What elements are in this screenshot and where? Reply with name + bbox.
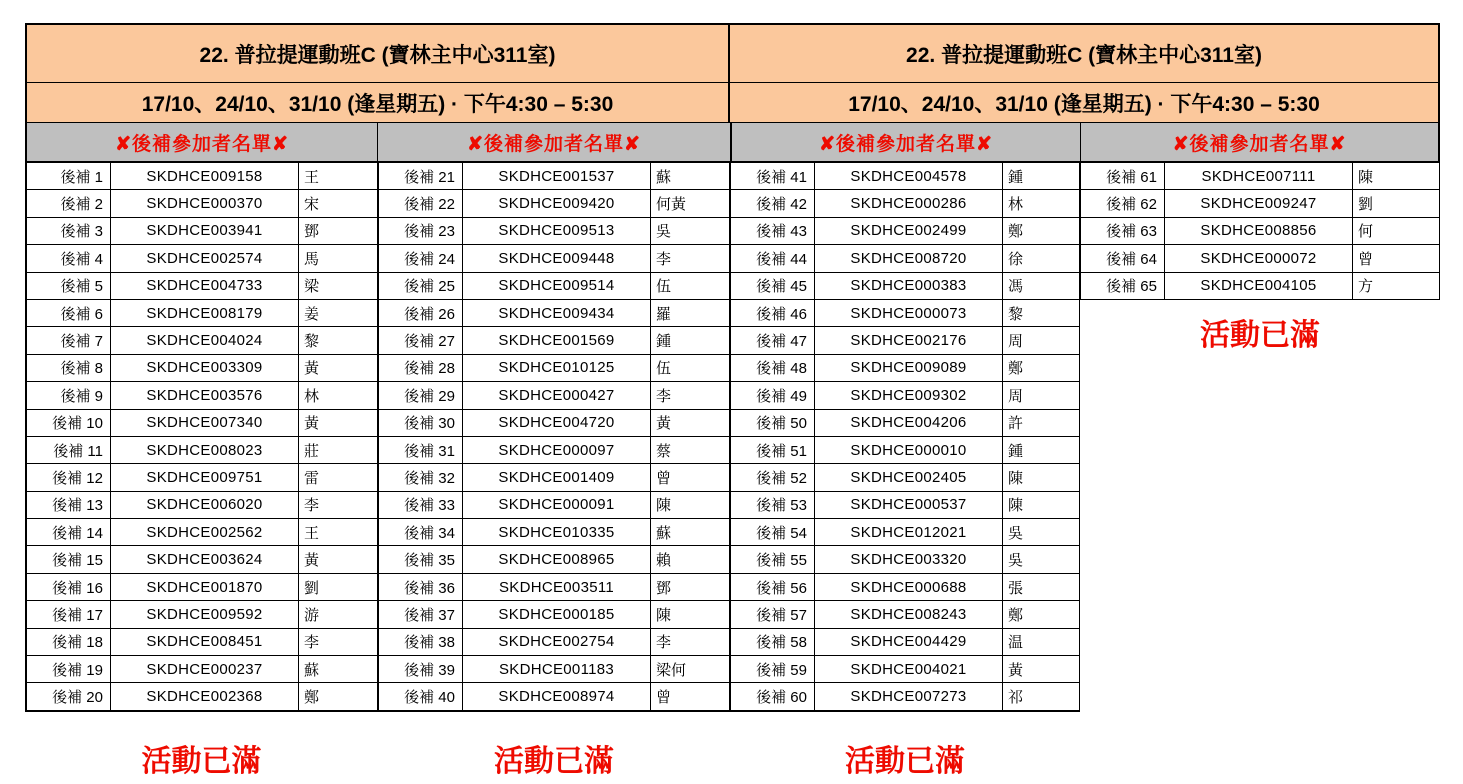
- waitlist-row: [731, 656, 1080, 683]
- waitlist-row: [379, 656, 730, 683]
- member-id-cell: SKDHCE008965: [463, 546, 651, 573]
- waitlist-group-3: [730, 162, 1080, 712]
- member-id-cell: SKDHCE009514: [463, 272, 651, 299]
- rank-cell: 後補 3: [27, 217, 111, 244]
- waitlist-row: [731, 163, 1080, 190]
- waitlist-row: [27, 683, 378, 710]
- waitlist-row: [379, 272, 730, 299]
- surname-cell: 梁: [299, 272, 378, 299]
- waitlist-header: ✘後補參加者名單✘: [115, 133, 289, 155]
- member-id-cell: SKDHCE008179: [111, 299, 299, 326]
- member-id-cell: SKDHCE002562: [111, 519, 299, 546]
- member-id-cell: SKDHCE009751: [111, 464, 299, 491]
- waitlist-row: [27, 245, 378, 272]
- surname-cell: 鍾: [1003, 436, 1080, 463]
- member-id-cell: SKDHCE012021: [815, 519, 1003, 546]
- rank-cell: 後補 43: [731, 217, 815, 244]
- schedule-row: [27, 83, 1438, 123]
- surname-cell: 陳: [651, 601, 730, 628]
- member-id-cell: SKDHCE009420: [463, 190, 651, 217]
- member-id-cell: SKDHCE001537: [463, 163, 651, 190]
- waitlist-header-row: [27, 123, 1438, 162]
- rank-cell: 後補 7: [27, 327, 111, 354]
- rank-cell: 後補 14: [27, 519, 111, 546]
- rank-cell: 後補 51: [731, 436, 815, 463]
- schedule-text: 17/10、24/10、31/10 (逢星期五) · 下午4:30 – 5:30: [27, 83, 730, 122]
- member-id-cell: SKDHCE002754: [463, 628, 651, 655]
- member-id-cell: SKDHCE008856: [1165, 217, 1353, 244]
- waitlist-row: [731, 436, 1080, 463]
- surname-cell: 莊: [299, 436, 378, 463]
- surname-cell: 鍾: [651, 327, 730, 354]
- surname-cell: 温: [1003, 628, 1080, 655]
- surname-cell: 梁何: [651, 656, 730, 683]
- surname-cell: 鄭: [299, 683, 378, 710]
- rank-cell: 後補 17: [27, 601, 111, 628]
- member-id-cell: SKDHCE000537: [815, 491, 1003, 518]
- rank-cell: 後補 27: [379, 327, 463, 354]
- waitlist-row: [731, 546, 1080, 573]
- surname-cell: 鄭: [1003, 601, 1080, 628]
- surname-cell: 曾: [651, 683, 730, 710]
- waitlist-group-1: [25, 162, 378, 712]
- member-id-cell: SKDHCE000010: [815, 436, 1003, 463]
- waitlist-header: ✘後補參加者名單✘: [730, 123, 1080, 161]
- waitlist-row: [27, 519, 378, 546]
- surname-cell: 劉: [1353, 190, 1440, 217]
- rank-cell: 後補 2: [27, 190, 111, 217]
- waitlist-row: [27, 354, 378, 381]
- rank-cell: 後補 28: [379, 354, 463, 381]
- waitlist-row: [27, 409, 378, 436]
- rank-cell: 後補 54: [731, 519, 815, 546]
- rank-cell: 後補 18: [27, 628, 111, 655]
- member-id-cell: SKDHCE008243: [815, 601, 1003, 628]
- member-id-cell: SKDHCE004021: [815, 656, 1003, 683]
- rank-cell: 後補 26: [379, 299, 463, 326]
- surname-cell: 何: [1353, 217, 1440, 244]
- waitlist-row: [27, 656, 378, 683]
- waitlist-header: ✘後補參加者名單✘: [1080, 123, 1438, 161]
- waitlist-row: [379, 245, 730, 272]
- waitlist-row: [27, 628, 378, 655]
- surname-cell: 鄧: [651, 573, 730, 600]
- rank-cell: 後補 29: [379, 382, 463, 409]
- waitlist-group-4: [1080, 162, 1440, 354]
- member-id-cell: SKDHCE000097: [463, 436, 651, 463]
- surname-cell: 游: [299, 601, 378, 628]
- surname-cell: 陳: [651, 491, 730, 518]
- waitlist-table-2: [378, 162, 730, 711]
- member-id-cell: SKDHCE000427: [463, 382, 651, 409]
- rank-cell: 後補 56: [731, 573, 815, 600]
- waitlist-row: [379, 409, 730, 436]
- waitlist-table-1: [26, 162, 378, 711]
- waitlist-row: [379, 217, 730, 244]
- rank-cell: 後補 60: [731, 683, 815, 710]
- member-id-cell: SKDHCE000185: [463, 601, 651, 628]
- waitlist-row: [731, 217, 1080, 244]
- surname-cell: 蔡: [651, 436, 730, 463]
- surname-cell: 鄭: [1003, 354, 1080, 381]
- waitlist-row: [379, 464, 730, 491]
- rank-cell: 後補 49: [731, 382, 815, 409]
- member-id-cell: SKDHCE000073: [815, 299, 1003, 326]
- waitlist-row: [27, 217, 378, 244]
- surname-cell: 曾: [1353, 245, 1440, 272]
- rank-cell: 後補 12: [27, 464, 111, 491]
- rank-cell: 後補 23: [379, 217, 463, 244]
- waitlist-row: [731, 464, 1080, 491]
- surname-cell: 祁: [1003, 683, 1080, 710]
- waitlist-row: [379, 491, 730, 518]
- waitlist-row: [731, 190, 1080, 217]
- waitlist-table-4: [1080, 162, 1440, 300]
- activity-full-notice: 活動已滿: [494, 745, 614, 778]
- waitlist-table-3: [730, 162, 1080, 711]
- waitlist-row: [379, 628, 730, 655]
- rank-cell: 後補 32: [379, 464, 463, 491]
- activity-full-notice: 活動已滿: [845, 745, 965, 778]
- waitlist-row: [731, 382, 1080, 409]
- rank-cell: 後補 52: [731, 464, 815, 491]
- rank-cell: 後補 53: [731, 491, 815, 518]
- member-id-cell: SKDHCE001569: [463, 327, 651, 354]
- waitlist-row: [27, 382, 378, 409]
- waitlist-row: [731, 245, 1080, 272]
- rank-cell: 後補 31: [379, 436, 463, 463]
- rank-cell: 後補 15: [27, 546, 111, 573]
- waitlist-row: [379, 354, 730, 381]
- surname-cell: 伍: [651, 354, 730, 381]
- member-id-cell: SKDHCE009513: [463, 217, 651, 244]
- rank-cell: 後補 38: [379, 628, 463, 655]
- waitlist-row: [27, 546, 378, 573]
- rank-cell: 後補 25: [379, 272, 463, 299]
- rank-cell: 後補 63: [1081, 217, 1165, 244]
- member-id-cell: SKDHCE003511: [463, 573, 651, 600]
- activity-full-notice: 活動已滿: [141, 745, 262, 778]
- member-id-cell: SKDHCE009089: [815, 354, 1003, 381]
- member-id-cell: SKDHCE004206: [815, 409, 1003, 436]
- waitlist-row: [731, 628, 1080, 655]
- surname-cell: 蘇: [651, 163, 730, 190]
- waitlist-row: [379, 683, 730, 710]
- member-id-cell: SKDHCE003941: [111, 217, 299, 244]
- member-id-cell: SKDHCE000370: [111, 190, 299, 217]
- rank-cell: 後補 57: [731, 601, 815, 628]
- waitlist-header: ✘後補參加者名單✘: [377, 123, 730, 161]
- member-id-cell: SKDHCE004578: [815, 163, 1003, 190]
- member-id-cell: SKDHCE004429: [815, 628, 1003, 655]
- rank-cell: 後補 45: [731, 272, 815, 299]
- member-id-cell: SKDHCE000072: [1165, 245, 1353, 272]
- surname-cell: 曾: [651, 464, 730, 491]
- class-title-row: [27, 25, 1438, 83]
- waitlist-row: [1081, 272, 1440, 299]
- surname-cell: 姜: [299, 299, 378, 326]
- surname-cell: 王: [299, 519, 378, 546]
- rank-cell: 後補 55: [731, 546, 815, 573]
- rank-cell: 後補 48: [731, 354, 815, 381]
- rank-cell: 後補 59: [731, 656, 815, 683]
- surname-cell: 徐: [1003, 245, 1080, 272]
- waitlist-row: [731, 354, 1080, 381]
- rank-cell: 後補 10: [27, 409, 111, 436]
- rank-cell: 後補 47: [731, 327, 815, 354]
- member-id-cell: SKDHCE004720: [463, 409, 651, 436]
- surname-cell: 黃: [651, 409, 730, 436]
- surname-cell: 吳: [1003, 546, 1080, 573]
- class-title: 22. 普拉提運動班C (寶林主中心311室): [906, 43, 1262, 67]
- schedule-text: 17/10、24/10、31/10 (逢星期五) · 下午4:30 – 5:30: [848, 92, 1320, 116]
- waitlist-row: [731, 299, 1080, 326]
- rank-cell: 後補 16: [27, 573, 111, 600]
- surname-cell: 鄭: [1003, 217, 1080, 244]
- member-id-cell: SKDHCE000383: [815, 272, 1003, 299]
- waitlist-row: [379, 573, 730, 600]
- surname-cell: 李: [299, 628, 378, 655]
- surname-cell: 黃: [299, 354, 378, 381]
- rank-cell: 後補 5: [27, 272, 111, 299]
- surname-cell: 吳: [1003, 519, 1080, 546]
- rank-cell: 後補 34: [379, 519, 463, 546]
- member-id-cell: SKDHCE003309: [111, 354, 299, 381]
- rank-cell: 後補 8: [27, 354, 111, 381]
- surname-cell: 許: [1003, 409, 1080, 436]
- surname-cell: 陳: [1353, 163, 1440, 190]
- surname-cell: 陳: [1003, 491, 1080, 518]
- waitlist-row: [27, 163, 378, 190]
- bottom-notices: [25, 736, 1440, 780]
- member-id-cell: SKDHCE006020: [111, 491, 299, 518]
- member-id-cell: SKDHCE002368: [111, 683, 299, 710]
- rank-cell: 後補 58: [731, 628, 815, 655]
- rank-cell: 後補 20: [27, 683, 111, 710]
- rank-cell: 後補 39: [379, 656, 463, 683]
- waitlist-row: [27, 299, 378, 326]
- rank-cell: 後補 24: [379, 245, 463, 272]
- member-id-cell: SKDHCE000091: [463, 491, 651, 518]
- surname-cell: 羅: [651, 299, 730, 326]
- rank-cell: 後補 9: [27, 382, 111, 409]
- rank-cell: 後補 36: [379, 573, 463, 600]
- class-title: 22. 普拉提運動班C (寶林主中心311室): [27, 25, 730, 82]
- member-id-cell: SKDHCE007111: [1165, 163, 1353, 190]
- surname-cell: 雷: [299, 464, 378, 491]
- rank-cell: 後補 44: [731, 245, 815, 272]
- waitlist-body: [25, 162, 1440, 712]
- surname-cell: 李: [651, 382, 730, 409]
- waitlist-row: [379, 299, 730, 326]
- rank-cell: 後補 22: [379, 190, 463, 217]
- waitlist-row: [731, 683, 1080, 710]
- member-id-cell: SKDHCE009448: [463, 245, 651, 272]
- waitlist-row: [27, 601, 378, 628]
- member-id-cell: SKDHCE010125: [463, 354, 651, 381]
- rank-cell: 後補 61: [1081, 163, 1165, 190]
- waitlist-row: [27, 327, 378, 354]
- surname-cell: 馮: [1003, 272, 1080, 299]
- waitlist-row: [731, 573, 1080, 600]
- rank-cell: 後補 6: [27, 299, 111, 326]
- rank-cell: 後補 19: [27, 656, 111, 683]
- member-id-cell: SKDHCE000688: [815, 573, 1003, 600]
- rank-cell: 後補 64: [1081, 245, 1165, 272]
- activity-full-notice: 活動已滿: [1200, 318, 1320, 352]
- waitlist-row: [379, 546, 730, 573]
- surname-cell: 何黃: [651, 190, 730, 217]
- member-id-cell: SKDHCE004733: [111, 272, 299, 299]
- waitlist-row: [1081, 190, 1440, 217]
- surname-cell: 馬: [299, 245, 378, 272]
- member-id-cell: SKDHCE009434: [463, 299, 651, 326]
- waitlist-row: [379, 436, 730, 463]
- rank-cell: 後補 46: [731, 299, 815, 326]
- member-id-cell: SKDHCE009302: [815, 382, 1003, 409]
- waitlist-row: [27, 464, 378, 491]
- member-id-cell: SKDHCE002499: [815, 217, 1003, 244]
- waitlist-row: [731, 491, 1080, 518]
- surname-cell: 黃: [299, 546, 378, 573]
- member-id-cell: SKDHCE008720: [815, 245, 1003, 272]
- surname-cell: 蘇: [299, 656, 378, 683]
- surname-cell: 陳: [1003, 464, 1080, 491]
- rank-cell: 後補 13: [27, 491, 111, 518]
- waitlist-row: [27, 190, 378, 217]
- surname-cell: 張: [1003, 573, 1080, 600]
- surname-cell: 王: [299, 163, 378, 190]
- waitlist-row: [379, 327, 730, 354]
- rank-cell: 後補 62: [1081, 190, 1165, 217]
- surname-cell: 周: [1003, 327, 1080, 354]
- surname-cell: 方: [1353, 272, 1440, 299]
- surname-cell: 黃: [299, 409, 378, 436]
- rank-cell: 後補 4: [27, 245, 111, 272]
- waitlist-row: [731, 519, 1080, 546]
- waitlist-row: [731, 601, 1080, 628]
- waitlist-row: [731, 409, 1080, 436]
- rank-cell: 後補 21: [379, 163, 463, 190]
- surname-cell: 李: [651, 628, 730, 655]
- rank-cell: 後補 50: [731, 409, 815, 436]
- waitlist-row: [27, 573, 378, 600]
- rank-cell: 後補 65: [1081, 272, 1165, 299]
- surname-cell: 劉: [299, 573, 378, 600]
- surname-cell: 周: [1003, 382, 1080, 409]
- surname-cell: 李: [651, 245, 730, 272]
- rank-cell: 後補 42: [731, 190, 815, 217]
- member-id-cell: SKDHCE008974: [463, 683, 651, 710]
- rank-cell: 後補 40: [379, 683, 463, 710]
- member-id-cell: SKDHCE003624: [111, 546, 299, 573]
- rank-cell: 後補 11: [27, 436, 111, 463]
- rank-cell: 後補 30: [379, 409, 463, 436]
- member-id-cell: SKDHCE007273: [815, 683, 1003, 710]
- waitlist-row: [379, 519, 730, 546]
- member-id-cell: SKDHCE007340: [111, 409, 299, 436]
- waitlist-row: [731, 272, 1080, 299]
- waitlist-row: [731, 327, 1080, 354]
- member-id-cell: SKDHCE003320: [815, 546, 1003, 573]
- waitlist-row: [1081, 163, 1440, 190]
- waitlist-row: [1081, 245, 1440, 272]
- waitlist-row: [27, 491, 378, 518]
- member-id-cell: SKDHCE003576: [111, 382, 299, 409]
- waitlist-group-2: [378, 162, 730, 712]
- rank-cell: 後補 37: [379, 601, 463, 628]
- rank-cell: 後補 41: [731, 163, 815, 190]
- surname-cell: 林: [299, 382, 378, 409]
- member-id-cell: SKDHCE008023: [111, 436, 299, 463]
- surname-cell: 鍾: [1003, 163, 1080, 190]
- surname-cell: 黃: [1003, 656, 1080, 683]
- waitlist-row: [379, 190, 730, 217]
- surname-cell: 黎: [1003, 299, 1080, 326]
- member-id-cell: SKDHCE004105: [1165, 272, 1353, 299]
- waitlist-row: [379, 163, 730, 190]
- member-id-cell: SKDHCE004024: [111, 327, 299, 354]
- waitlist-row: [1081, 217, 1440, 244]
- table-header: [25, 23, 1440, 162]
- rank-cell: 後補 33: [379, 491, 463, 518]
- member-id-cell: SKDHCE000237: [111, 656, 299, 683]
- member-id-cell: SKDHCE010335: [463, 519, 651, 546]
- member-id-cell: SKDHCE009158: [111, 163, 299, 190]
- surname-cell: 蘇: [651, 519, 730, 546]
- member-id-cell: SKDHCE001183: [463, 656, 651, 683]
- member-id-cell: SKDHCE009592: [111, 601, 299, 628]
- surname-cell: 吳: [651, 217, 730, 244]
- member-id-cell: SKDHCE002405: [815, 464, 1003, 491]
- surname-cell: 李: [299, 491, 378, 518]
- surname-cell: 鄧: [299, 217, 378, 244]
- surname-cell: 黎: [299, 327, 378, 354]
- member-id-cell: SKDHCE001870: [111, 573, 299, 600]
- surname-cell: 賴: [651, 546, 730, 573]
- waitlist-row: [379, 382, 730, 409]
- waitlist-row: [27, 272, 378, 299]
- member-id-cell: SKDHCE002176: [815, 327, 1003, 354]
- member-id-cell: SKDHCE009247: [1165, 190, 1353, 217]
- rank-cell: 後補 1: [27, 163, 111, 190]
- member-id-cell: SKDHCE008451: [111, 628, 299, 655]
- surname-cell: 林: [1003, 190, 1080, 217]
- rank-cell: 後補 35: [379, 546, 463, 573]
- member-id-cell: SKDHCE000286: [815, 190, 1003, 217]
- member-id-cell: SKDHCE001409: [463, 464, 651, 491]
- member-id-cell: SKDHCE002574: [111, 245, 299, 272]
- waitlist-row: [379, 601, 730, 628]
- waitlist-row: [27, 436, 378, 463]
- surname-cell: 伍: [651, 272, 730, 299]
- surname-cell: 宋: [299, 190, 378, 217]
